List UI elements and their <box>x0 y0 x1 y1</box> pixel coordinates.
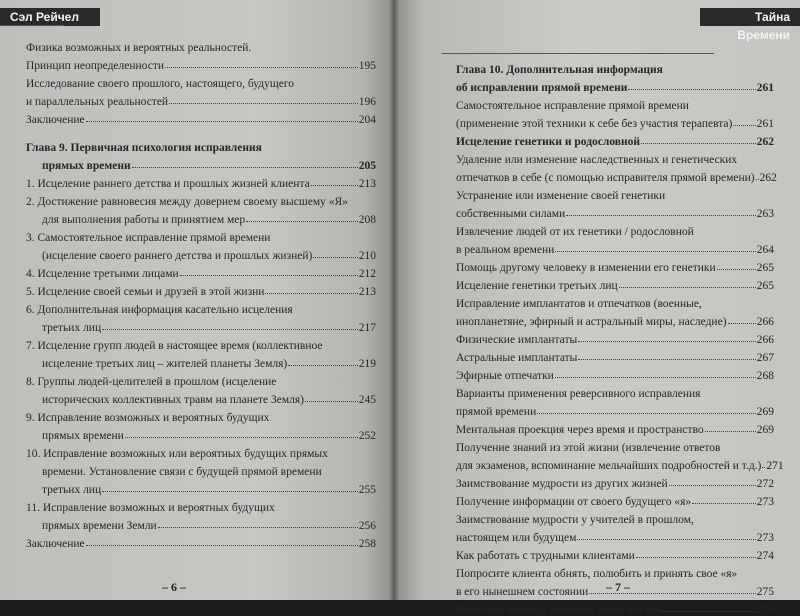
toc-entry <box>26 370 376 388</box>
dot-leader <box>102 491 358 492</box>
toc-entry-title: Исправление имплантатов и отпечатков (военные, <box>456 298 702 310</box>
book-gutter <box>389 0 399 600</box>
dot-leader <box>578 359 755 360</box>
dot-leader <box>169 103 358 104</box>
dot-leader <box>641 143 756 144</box>
dot-leader <box>636 557 756 558</box>
right-page <box>394 0 800 616</box>
toc-entry-title: прямых времени <box>42 160 131 172</box>
toc-entry <box>26 54 376 72</box>
toc-page-number: 275 <box>756 586 774 598</box>
toc-entry-title: Глава 9. Первичная психология исправления <box>26 142 262 154</box>
toc-page-number: 204 <box>358 114 376 126</box>
toc-page-number: 210 <box>358 250 376 262</box>
toc-entry <box>26 334 376 352</box>
toc-page-number: 263 <box>756 208 774 220</box>
dot-leader <box>86 121 358 122</box>
toc-entry-title: третьих лиц <box>42 322 102 334</box>
toc-entry-title: исторических коллективных травм на планете Земля) <box>42 394 304 406</box>
toc-entry <box>456 418 774 436</box>
toc-entry-title: и параллельных реальностей <box>26 96 169 108</box>
dot-leader <box>311 185 358 186</box>
toc-page-number: 262 <box>759 172 777 184</box>
dot-leader <box>578 341 756 342</box>
toc-entry-title: 4. Исцеление третьими лицами <box>26 268 179 280</box>
toc-entry <box>456 544 774 562</box>
toc-entry <box>456 328 774 346</box>
toc-entry <box>26 190 376 208</box>
toc-page-number: 256 <box>358 520 376 532</box>
toc-entry <box>26 208 376 226</box>
toc-entry-title: 11. Исправление возможных и вероятных будущих <box>26 502 275 514</box>
toc-entry <box>456 112 774 130</box>
toc-entry <box>456 400 774 418</box>
dot-leader <box>288 365 357 366</box>
dot-leader <box>705 431 756 432</box>
dot-leader <box>717 269 756 270</box>
toc-entry-title: Исследование своего прошлого, настоящего, будущего <box>26 78 295 90</box>
toc-page-number: 272 <box>756 478 774 490</box>
toc-entry-title: Удаление или изменение наследственных и генетических <box>456 154 738 166</box>
dot-leader <box>555 251 755 252</box>
dot-leader <box>305 401 358 402</box>
toc-entry-title: об исправлении прямой времени <box>456 82 628 94</box>
toc-entry <box>26 108 376 126</box>
toc-entry <box>456 508 774 526</box>
toc-entry-title: (применение этой техники к себе без участия терапевта) <box>456 118 733 130</box>
toc-left <box>26 36 376 550</box>
toc-page-number: 269 <box>756 424 774 436</box>
toc-entry-title: Извлечение людей от их генетики / родословной <box>456 226 694 238</box>
toc-entry-title: Заимствование мудрости у учителей в прошлом, <box>456 514 694 526</box>
toc-entry-title: Устранение или изменение своей генетики <box>456 190 666 202</box>
dot-leader <box>313 257 357 258</box>
dot-leader <box>577 539 755 540</box>
left-page <box>0 0 394 600</box>
toc-page-number: 262 <box>756 136 774 148</box>
dot-leader <box>692 503 756 504</box>
toc-entry-title: прямой времени <box>456 406 537 418</box>
toc-entry-title: Ментальная проекция через время и пространство <box>456 424 704 436</box>
toc-entry <box>26 226 376 244</box>
toc-right <box>456 58 784 616</box>
toc-entry <box>456 436 774 454</box>
toc-chapter-entry <box>456 58 774 76</box>
toc-entry <box>26 262 376 280</box>
toc-entry <box>456 526 774 544</box>
toc-entry-title: в его нынешнем состоянии <box>456 586 589 598</box>
toc-entry <box>26 244 376 262</box>
toc-page-number: 269 <box>756 406 774 418</box>
toc-entry <box>26 298 376 316</box>
dot-leader <box>663 611 756 612</box>
section-gap <box>26 126 376 136</box>
toc-entry <box>456 562 774 580</box>
dot-leader <box>102 329 358 330</box>
toc-entry <box>26 496 376 514</box>
toc-entry-title: 10. Исправление возможных или вероятных будущих прямых <box>26 448 328 460</box>
toc-entry-title: Попросите клиента обнять, полюбить и принять свое «я» <box>456 568 738 580</box>
dot-leader <box>246 221 358 222</box>
toc-entry <box>456 382 774 400</box>
toc-entry <box>456 454 784 472</box>
toc-entry-title: Как работать с трудными клиентами <box>456 550 635 562</box>
toc-entry-title: Получение информации от своего будущего «я» <box>456 496 692 508</box>
toc-entry-title: Глава 10. Дополнительная информация <box>456 64 663 76</box>
toc-entry-title: 5. Исцеление своей семьи и друзей в этой жизни <box>26 286 265 298</box>
toc-page-number: 258 <box>358 538 376 550</box>
toc-entry-title: Варианты применения реверсивного исправления <box>456 388 701 400</box>
toc-chapter-entry <box>26 136 376 154</box>
toc-entry-title: Принцип неопределенности <box>26 60 164 72</box>
toc-entry-title: Заключение <box>26 538 85 550</box>
toc-entry-title: Помогите клиенту изменить образ его «я» <box>456 604 663 616</box>
toc-page-number: 213 <box>358 178 376 190</box>
page-number-right: – 7 – <box>606 580 630 594</box>
toc-entry-title: третьих лиц <box>42 484 102 496</box>
toc-entry-title: Исцеление генетики третьих лиц <box>456 280 618 292</box>
toc-entry <box>26 90 376 108</box>
toc-entry <box>456 598 774 616</box>
toc-entry <box>456 490 774 508</box>
dot-leader <box>125 437 358 438</box>
toc-entry-title: Самостоятельное исправление прямой времени <box>456 100 689 112</box>
header-rule <box>0 25 64 26</box>
toc-page-number: 266 <box>756 316 774 328</box>
toc-page-number: 255 <box>358 484 376 496</box>
toc-page-number: 195 <box>358 60 376 72</box>
dot-leader <box>628 89 755 90</box>
toc-chapter-entry <box>456 76 774 94</box>
toc-page-number: 273 <box>756 532 774 544</box>
dot-leader <box>265 293 357 294</box>
toc-entry-title: собственными силами <box>456 208 566 220</box>
toc-page-number: 196 <box>358 96 376 108</box>
toc-entry <box>26 406 376 424</box>
toc-entry <box>26 352 376 370</box>
toc-page-number: 219 <box>358 358 376 370</box>
toc-page-number: 274 <box>756 550 774 562</box>
toc-entry-title: для экзаменов, вспоминание мельчайших подробностей и т.д.) <box>456 460 762 472</box>
toc-entry-title: Астральные имплантаты <box>456 352 578 364</box>
toc-entry-title: Исцеление генетики и родословной <box>456 136 640 148</box>
toc-entry-title: (исцеление своего раннего детства и прошлых жизней) <box>42 250 313 262</box>
toc-entry <box>26 316 376 334</box>
toc-page-number: 205 <box>358 160 376 172</box>
toc-page-number: 265 <box>756 280 774 292</box>
toc-entry <box>456 220 774 238</box>
toc-entry <box>26 424 376 442</box>
toc-entry-title: 3. Самостоятельное исправление прямой времени <box>26 232 271 244</box>
toc-page-number: 276 <box>756 604 774 616</box>
toc-entry-title: прямых времени <box>42 430 124 442</box>
toc-page-number: 264 <box>756 244 774 256</box>
toc-entry-title: Помощь другому человеку в изменении его генетики <box>456 262 716 274</box>
toc-page-number: 273 <box>756 496 774 508</box>
toc-entry-title: Физические имплантаты <box>456 334 578 346</box>
dot-leader <box>728 323 756 324</box>
toc-entry-title: в реальном времени <box>456 244 555 256</box>
toc-entry <box>456 202 774 220</box>
dot-leader <box>165 67 358 68</box>
toc-entry <box>456 292 774 310</box>
toc-entry-title: 7. Исцеление групп людей в настоящее время (коллективное <box>26 340 323 352</box>
dot-leader <box>555 377 756 378</box>
dot-leader <box>566 215 756 216</box>
toc-entry <box>456 346 774 364</box>
toc-entry <box>26 36 376 54</box>
toc-entry-title: отпечатков в себе (с помощью исправителя прямой времени) <box>456 172 755 184</box>
running-head-right: Тайна Времени <box>700 8 800 26</box>
toc-entry <box>26 532 376 550</box>
toc-entry-title: времени. Установление связи с будущей прямой времени <box>42 466 322 478</box>
dot-leader <box>756 179 759 180</box>
toc-entry <box>456 94 774 112</box>
toc-page-number: 252 <box>358 430 376 442</box>
toc-page-number: 266 <box>756 334 774 346</box>
toc-page-number: 265 <box>756 262 774 274</box>
toc-entry-title: для выполнения работы и принятием мер <box>42 214 246 226</box>
toc-page-number: 208 <box>358 214 376 226</box>
toc-entry <box>456 472 774 490</box>
dot-leader <box>733 125 755 126</box>
toc-page-number: 217 <box>358 322 376 334</box>
toc-entry <box>26 280 376 298</box>
toc-entry <box>456 148 774 166</box>
dot-leader <box>86 545 358 546</box>
toc-page-number: 267 <box>756 352 774 364</box>
toc-entry <box>456 166 777 184</box>
toc-page-number: 268 <box>756 370 774 382</box>
toc-entry-title: Заимствование мудрости из других жизней <box>456 478 668 490</box>
toc-entry-title: настоящем или будущем <box>456 532 577 544</box>
dot-leader <box>762 467 765 468</box>
toc-chapter-entry <box>456 130 774 148</box>
toc-entry-title: прямых времени Земли <box>42 520 157 532</box>
toc-entry-title: 8. Группы людей-целителей в прошлом (исцеление <box>26 376 277 388</box>
toc-entry-title: Эфирные отпечатки <box>456 370 554 382</box>
toc-entry-title: 1. Исцеление раннего детства и прошлых жизней клиента <box>26 178 310 190</box>
toc-entry <box>456 364 774 382</box>
toc-page-number: 261 <box>756 118 774 130</box>
toc-entry <box>456 310 774 328</box>
dot-leader <box>158 527 358 528</box>
toc-entry <box>26 442 376 460</box>
toc-page-number: 271 <box>766 460 784 472</box>
toc-entry-title: 2. Достижение равновесия между доверием своему высшему «Я» <box>26 196 348 208</box>
toc-entry <box>26 388 376 406</box>
toc-entry <box>26 172 376 190</box>
header-rule <box>442 53 714 54</box>
toc-entry <box>26 460 376 478</box>
page-number-left: – 6 – <box>162 580 186 594</box>
dot-leader <box>619 287 756 288</box>
toc-entry-title: Физика возможных и вероятных реальностей. <box>26 42 252 54</box>
toc-entry-title: 6. Дополнительная информация касательно исцеления <box>26 304 293 316</box>
toc-entry <box>456 184 774 202</box>
dot-leader <box>537 413 756 414</box>
toc-entry <box>456 256 774 274</box>
toc-entry-title: инопланетяне, эфирный и астральный миры, наследие) <box>456 316 727 328</box>
toc-entry-title: Заключение <box>26 114 85 126</box>
toc-chapter-entry <box>26 154 376 172</box>
toc-page-number: 245 <box>358 394 376 406</box>
toc-entry <box>26 514 376 532</box>
toc-entry-title: исцеление третьих лиц – жителей планеты Земля) <box>42 358 288 370</box>
dot-leader <box>180 275 358 276</box>
toc-entry-title: Получение знаний из этой жизни (извлечение ответов <box>456 442 721 454</box>
toc-entry <box>26 478 376 496</box>
toc-page-number: 212 <box>358 268 376 280</box>
toc-page-number: 213 <box>358 286 376 298</box>
toc-entry <box>456 238 774 256</box>
toc-entry <box>456 274 774 292</box>
dot-leader <box>132 167 358 168</box>
running-head-left: Сэл Рейчел <box>0 8 100 26</box>
toc-entry-title: 9. Исправление возможных и вероятных будущих <box>26 412 270 424</box>
toc-page-number: 261 <box>756 82 774 94</box>
dot-leader <box>669 485 756 486</box>
toc-entry <box>26 72 376 90</box>
